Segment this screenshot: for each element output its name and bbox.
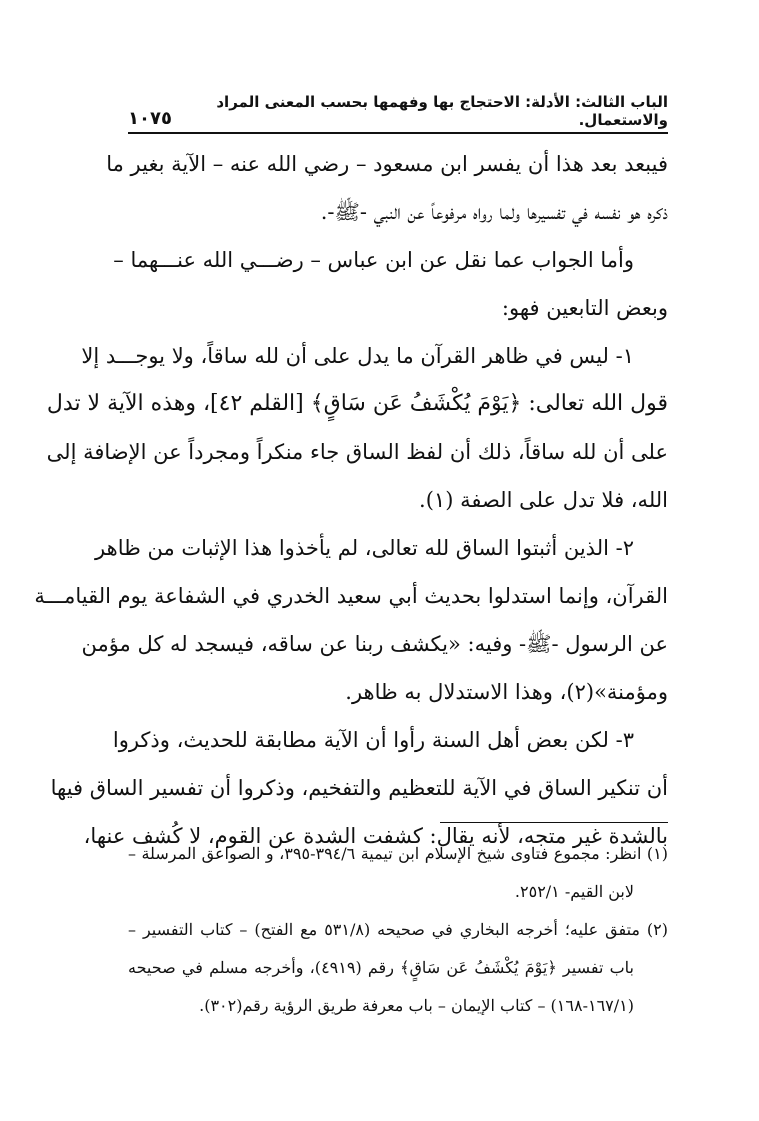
text-line: وبعض التابعين فهو: bbox=[501, 296, 668, 320]
footnote-line: (١) انظر: مجموع فتاوى شيخ الإسلام ابن تيمية ٣٩٤/٦-٣٩٥، و الصواعق المرسلة – bbox=[128, 844, 668, 863]
footnote-divider bbox=[440, 822, 668, 823]
text-line: ٣- لكن بعض أهل السنة رأوا أن الآية مطابقة للحديث، وذكروا bbox=[112, 728, 634, 752]
text-line: ٢- الذين أثبتوا الساق لله تعالى، لم يأخذوا هذا الإثبات من ظاهر bbox=[95, 536, 634, 560]
text-line: فيبعد بعد هذا أن يفسر ابن مسعود – رضي الله عنه – الآية بغير ما bbox=[106, 152, 668, 176]
footnotes bbox=[128, 835, 668, 1025]
running-header bbox=[128, 93, 668, 134]
text-line: ذكره هو نفسه في تفسيرها ولما رواه مرفوعاً عن النبي -ﷺ-. bbox=[320, 200, 668, 224]
text-line: قول الله تعالى: ﴿يَوْمَ يُكْشَفُ عَن سَاقٍ﴾ [القلم ٤٢]، وهذه الآية لا تدل bbox=[46, 391, 668, 416]
text-line: الله، فلا تدل على الصفة (١). bbox=[419, 488, 668, 512]
text-line: ومؤمنة»(٢)، وهذا الاستدلال به ظاهر. bbox=[345, 680, 668, 704]
text-line: عن الرسول -ﷺ- وفيه: «يكشف ربنا عن ساقه، فيسجد له كل مؤمن bbox=[81, 632, 668, 656]
text-line: أن تنكير الساق في الآية للتعظيم والتفخيم، وذكروا أن تفسير الساق فيها bbox=[50, 776, 668, 800]
footnote-line: باب تفسير ﴿يَوْمَ يُكْشَفُ عَن سَاقٍ﴾ رقم (٤٩١٩)، وأخرجه مسلم في صحيحه bbox=[128, 958, 635, 977]
main-text bbox=[34, 140, 668, 860]
footnote-line: (٢) متفق عليه؛ أخرجه البخاري في صحيحه (٥٣١/٨ مع الفتح) – كتاب التفسير – bbox=[128, 920, 669, 939]
text-line: على أن لله ساقاً، ذلك أن لفظ الساق جاء منكراً ومجرداً عن الإضافة إلى bbox=[46, 440, 668, 464]
text-line: بالشدة غير متجه، لأنه يقال: كشفت الشدة عن القوم، لا كُشف عنها، bbox=[83, 824, 668, 848]
footnote-line: (١٦٧/١-١٦٨) – كتاب الإيمان – باب معرفة طريق الرؤية رقم(٣٠٢). bbox=[199, 996, 634, 1015]
text-line: ١- ليس في ظاهر القرآن ما يدل على أن لله ساقاً، ولا يوجـــد إلا bbox=[81, 344, 634, 368]
page-number: ١٠٧٥ bbox=[128, 108, 172, 129]
chapter-title: الباب الثالث: الأدلة: الاحتجاج بها وفهمها بحسب المعنى المراد والاستعمال. bbox=[216, 93, 668, 129]
text-line: وأما الجواب عما نقل عن ابن عباس – رضـــي الله عنـــهما – bbox=[113, 248, 634, 272]
footnote-line: لابن القيم- ٢٥٢/١. bbox=[514, 882, 634, 901]
text-line: القرآن، وإنما استدلوا بحديث أبي سعيد الخدري في الشفاعة يوم القيامـــة bbox=[34, 584, 668, 608]
